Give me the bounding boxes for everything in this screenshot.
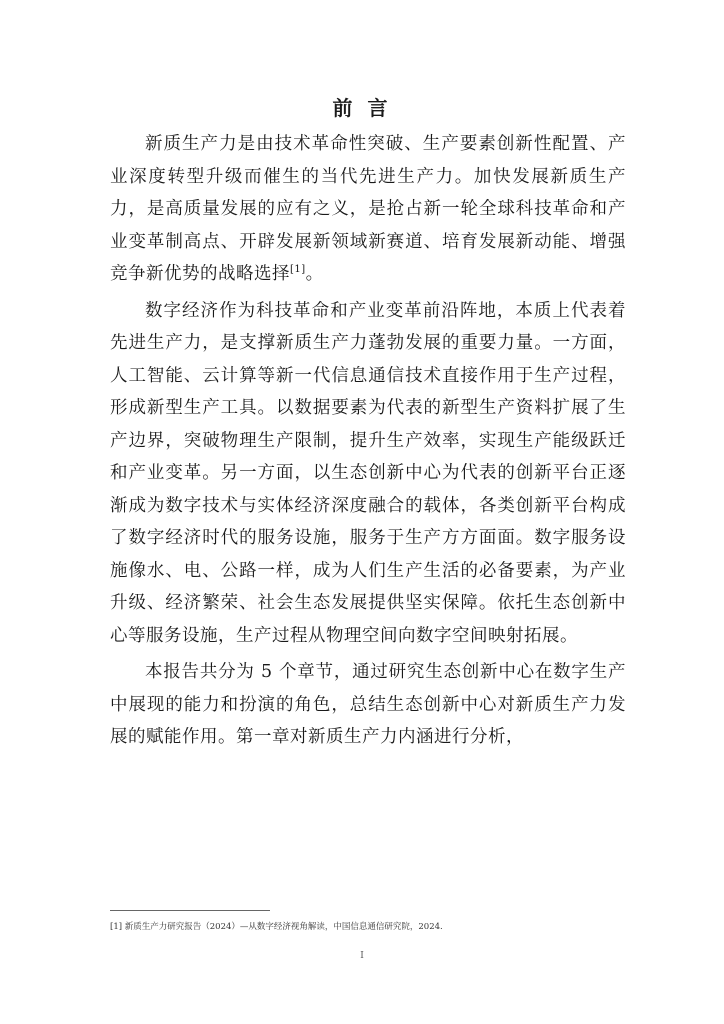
- paragraph-3: 本报告共分为 5 个章节，通过研究生态创新中心在数字生产中展现的能力和扮演的角色，总结生态创新中心对新质生产力发展的赋能作用。第一章对新质生产力内涵进行分析，: [110, 662, 626, 747]
- paragraph-2: 数字经济作为科技革命和产业变革前沿阵地，本质上代表着先进生产力，是支撑新质生产力蓬勃发展的重要力量。一方面，人工智能、云计算等新一代信息通信技术直接作用于生产过程，形成新型生产工具。以数据要素为代表的新型生产资料扩展了生产边界，突破物理生产限制，提升生产效率，实现生产能级跃迁和产业变革。另一方面，以生态创新中心为代表的创新平台正逐渐成为数字技术与实体经济深度融合的载体，各类创新平台构成了数字经济时代的服务设施，服务于生产方方面面。数字服务设施像水、电、公路一样，成为人们生产生活的必备要素，为产业升级、经济繁荣、社会生态发展提供坚实保障。依托生态创新中心等服务设施，生产过程从物理空间向数字空间映射拓展。: [110, 300, 626, 646]
- body-text: [110, 128, 626, 758]
- paragraph-1: [110, 128, 626, 291]
- footnote: [110, 920, 630, 934]
- page-number: I: [360, 951, 364, 961]
- paragraph-1-tail: 。: [305, 264, 324, 284]
- footnote-divider: [110, 910, 270, 911]
- paragraph-1-text: 新质生产力是由技术革命性突破、生产要素创新性配置、产业深度转型升级而催生的当代先进生产力。加快发展新质生产力，是高质量发展的应有之义，是抢占新一轮全球科技革命和产业变革制高点、开辟发展新领域新赛道、培育发展新动能、增强竞争新优势的战略选择: [110, 134, 626, 284]
- page-title: 前 言: [332, 96, 392, 120]
- footnote-marker: [1]: [110, 922, 123, 932]
- footnote-reference[interactable]: [1]: [290, 264, 306, 276]
- footnote-text: 新质生产力研究报告（2024）—从数字经济视角解读，中国信息通信研究院，2024.: [124, 922, 443, 932]
